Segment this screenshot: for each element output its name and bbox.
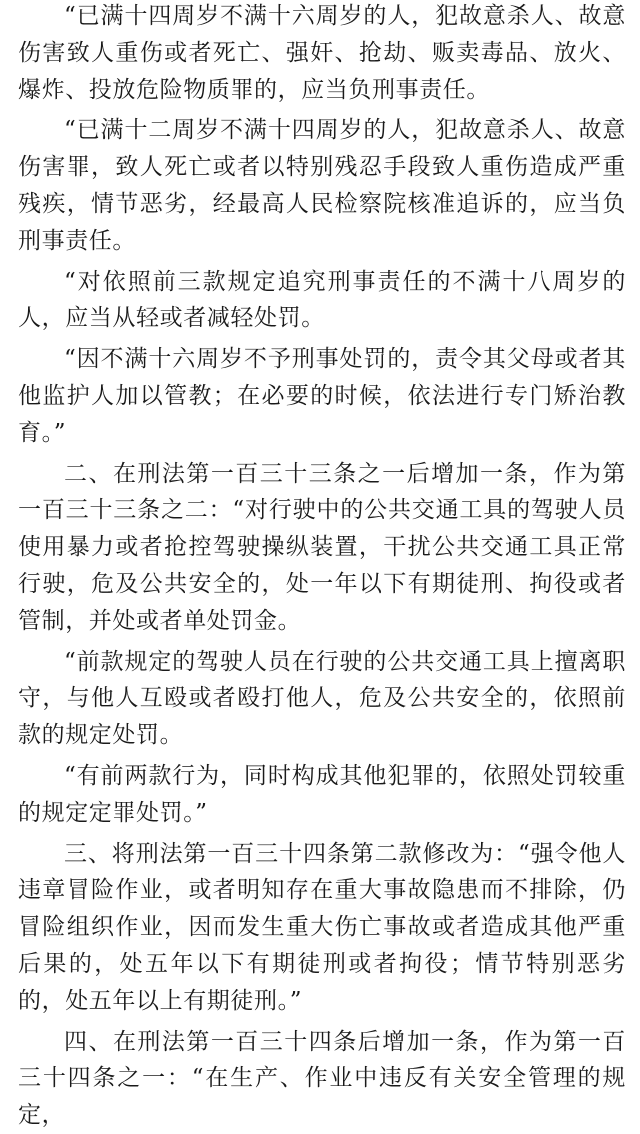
paragraph-guardian-discipline: “因不满十六周岁不予刑事处罚的，责令其父母或者其他监护人加以管教；在必要的时候，依法进行专门矫治教育。” bbox=[18, 346, 626, 446]
paragraph-lenient-punishment: “对依照前三款规定追究刑事责任的不满十八周岁的人，应当从轻或者减轻处罚。 bbox=[18, 268, 626, 332]
paragraph-driver-duty: “前款规定的驾驶人员在行驶的公共交通工具上擅离职守，与他人互殴或者殴打他人，危及公共安全的，依照前款的规定处罚。 bbox=[18, 648, 626, 749]
paragraph-age-12-14-liability: “已满十二周岁不满十四周岁的人，犯故意杀人、故意伤害罪，致人死亡或者以特别残忍手段致人重伤造成严重残疾，情节恶劣，经最高人民检察院核准追诉的，应当负刑事责任。 bbox=[18, 117, 626, 254]
document-page bbox=[18, 0, 626, 1134]
paragraph-article-133-2: 二、在刑法第一百三十三条之一后增加一条，作为第一百三十三条之二：“对行驶中的公共交通工具的驾驶人员使用暴力或者抢控驾驶操纵装置，干扰公共交通工具正常行驶，危及公共安全的，处一年以下有期徒刑、拘役或者管制，并处或者单处罚金。 bbox=[18, 460, 626, 634]
paragraph-article-134-amendment: 三、将刑法第一百三十四条第二款修改为：“强令他人违章冒险作业，或者明知存在重大事故隐患而不排除，仍冒险组织作业，因而发生重大伤亡事故或者造成其他严重后果的，处五年以下有期徒刑或者拘役；情节特别恶劣的，处五年以上有期徒刑。” bbox=[18, 840, 626, 1014]
paragraph-heavier-punishment: “有前两款行为，同时构成其他犯罪的，依照处罚较重的规定定罪处罚。” bbox=[18, 762, 626, 826]
paragraph-article-134-1: 四、在刑法第一百三十四条后增加一条，作为第一百三十四条之一：“在生产、作业中违反有关安全管理的规定， bbox=[18, 1028, 626, 1129]
paragraph-age-14-16-liability: “已满十四周岁不满十六周岁的人，犯故意杀人、故意伤害致人重伤或者死亡、强奸、抢劫、贩卖毒品、放火、爆炸、投放危险物质罪的，应当负刑事责任。 bbox=[18, 3, 626, 103]
